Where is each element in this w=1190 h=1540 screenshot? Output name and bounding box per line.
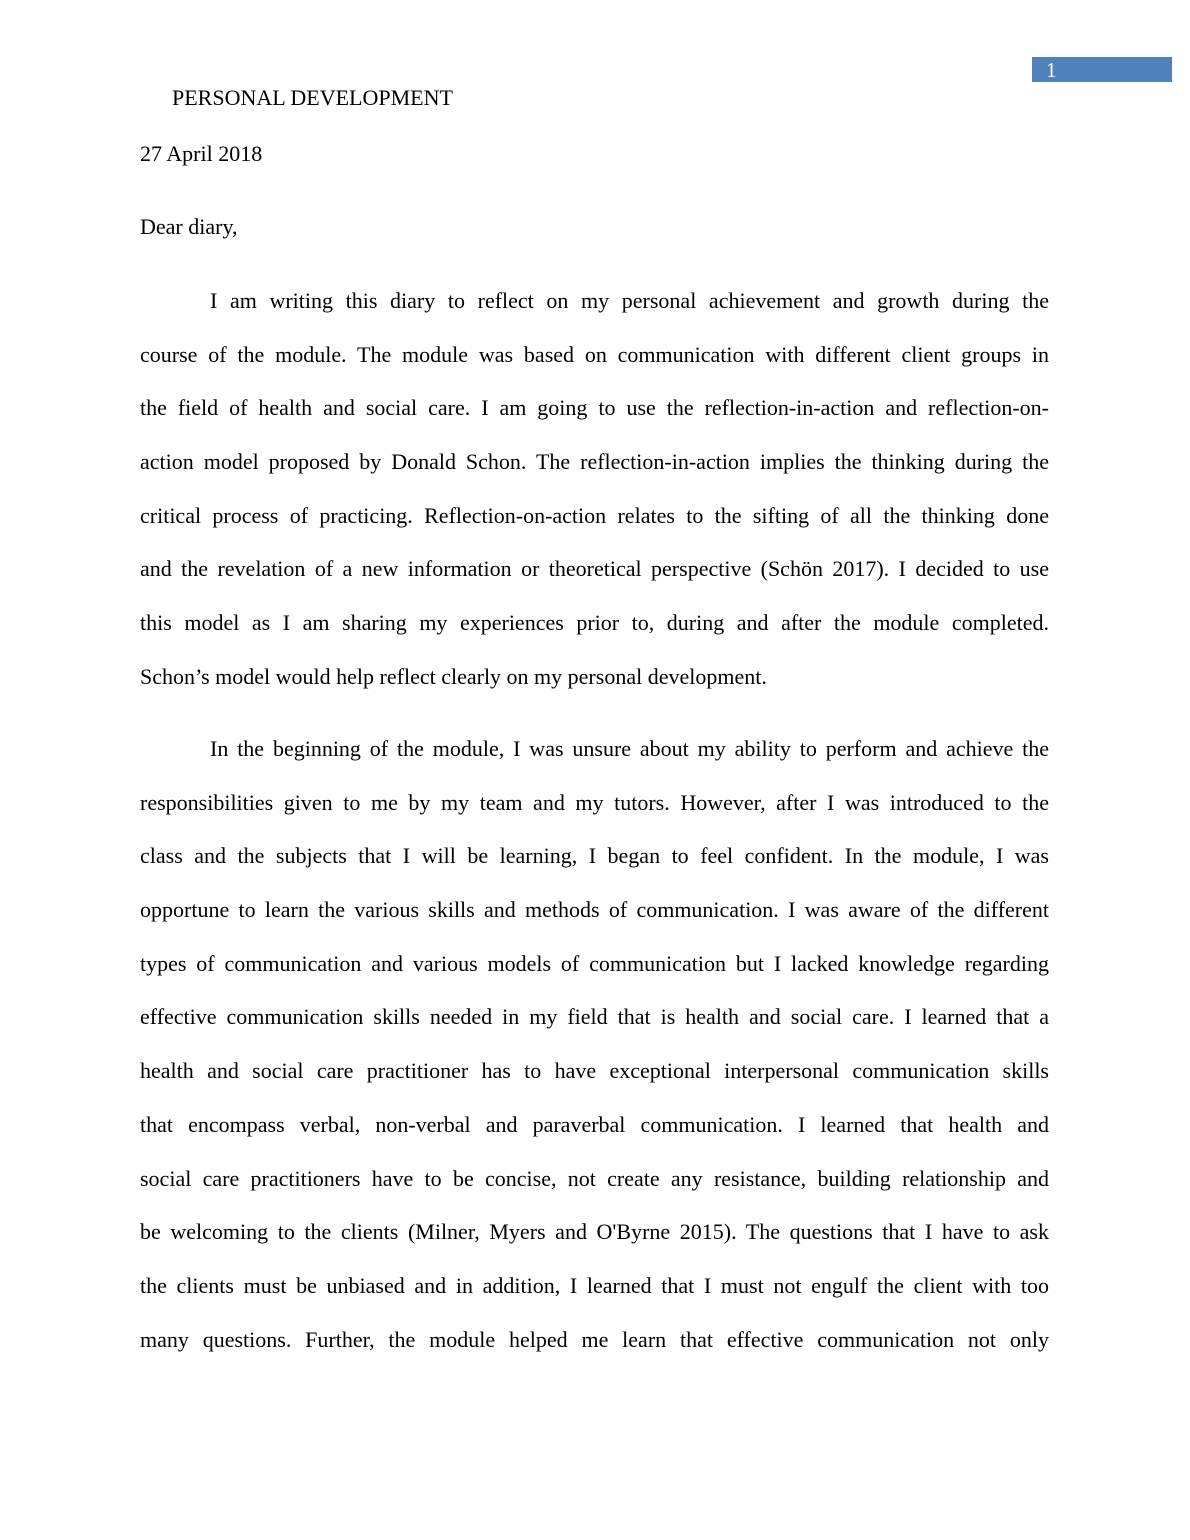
- page-number: 1: [1046, 58, 1057, 82]
- text-line: types of communication and various models of communication but I lacked knowledge regarding: [140, 950, 1049, 976]
- text-line: the clients must be unbiased and in addition, I learned that I must not engulf the client with too: [140, 1272, 1049, 1298]
- page-number-badge: [1032, 57, 1172, 82]
- text-line: action model proposed by Donald Schon. The reflection-in-action implies the thinking during the: [140, 449, 1049, 475]
- body-paragraph: [140, 274, 1049, 704]
- text-line: course of the module. The module was based on communication with different client groups in: [140, 341, 1049, 367]
- text-line: health and social care practitioner has to have exceptional interpersonal communication skills: [140, 1058, 1049, 1084]
- text-line: and the revelation of a new information or theoretical perspective (Schön 2017). I decided to use: [140, 556, 1049, 582]
- body-paragraph: [140, 722, 1049, 1366]
- text-line: Schon’s model would help reflect clearly on my personal development.: [140, 663, 767, 689]
- text-line: the field of health and social care. I am going to use the reflection-in-action and reflection-on-: [140, 395, 1049, 421]
- text-line: social care practitioners have to be concise, not create any resistance, building relationship and: [140, 1165, 1049, 1191]
- running-head: PERSONAL DEVELOPMENT: [172, 85, 453, 110]
- text-line: be welcoming to the clients (Milner, Myers and O'Byrne 2015). The questions that I have to ask: [140, 1219, 1049, 1245]
- text-line: responsibilities given to me by my team and my tutors. However, after I was introduced to the: [140, 789, 1049, 815]
- text-line: effective communication skills needed in my field that is health and social care. I learned that a: [140, 1004, 1049, 1030]
- salutation: Dear diary,: [140, 214, 238, 239]
- text-line: that encompass verbal, non-verbal and paraverbal communication. I learned that health and: [140, 1111, 1049, 1137]
- text-line: critical process of practicing. Reflection-on-action relates to the sifting of all the thinking done: [140, 502, 1049, 528]
- text-line: opportune to learn the various skills and methods of communication. I was aware of the different: [140, 897, 1049, 923]
- text-line: class and the subjects that I will be learning, I began to feel confident. In the module, I was: [140, 843, 1049, 869]
- text-line: In the beginning of the module, I was unsure about my ability to perform and achieve the: [210, 736, 1049, 761]
- text-line: many questions. Further, the module helped me learn that effective communication not only: [140, 1326, 1049, 1352]
- diary-date: 27 April 2018: [140, 141, 263, 166]
- text-line: I am writing this diary to reflect on my personal achievement and growth during the: [210, 288, 1049, 313]
- text-line: this model as I am sharing my experiences prior to, during and after the module completed.: [140, 610, 1049, 636]
